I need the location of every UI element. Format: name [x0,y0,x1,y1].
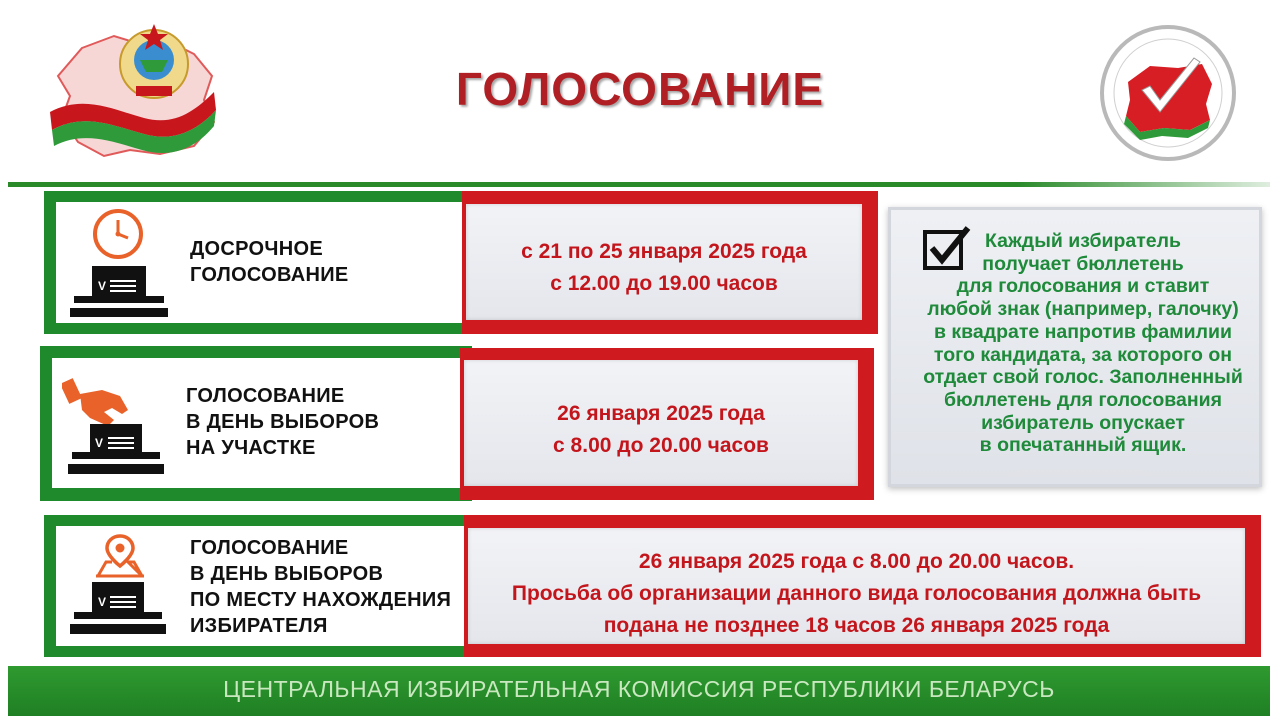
header-divider [8,182,1270,187]
block-early-voting-time: с 21 по 25 января 2025 года с 12.00 до 19.00 часов [521,240,807,295]
election-commission-logo [1098,24,1238,162]
ballot-box-icon [68,422,164,476]
block-polling-station-label: ГОЛОСОВАНИЕ В ДЕНЬ ВЫБОРОВ НА УЧАСТКЕ [186,385,380,459]
footer-text: ЦЕНТРАЛЬНАЯ ИЗБИРАТЕЛЬНАЯ КОМИССИЯ РЕСПУБЛИКИ БЕЛАРУСЬ [223,676,1055,702]
block-residence-voting-label: ГОЛОСОВАНИЕ В ДЕНЬ ВЫБОРОВ ПО МЕСТУ НАХОЖДЕНИЯ ИЗБИРАТЕЛЯ [190,537,452,637]
location-pin-icon [92,532,148,578]
info-text: Каждый избиратель получает бюллетень для голосования и ставит любой знак (например, галочку) в квадрате напротив фамилии того кандидата, за которого он отдает свой голос. Заполненный бюллетень для голосования избиратель опускает в опечатанный ящик. [923,230,1243,457]
ballot-box-icon [70,264,168,320]
ballot-mark: V [98,595,107,609]
clock-icon [90,206,146,262]
block-residence-voting-time: 26 января 2025 года с 8.00 до 20.00 часов. Просьба об организации данного вида голосования должна быть подана не позднее 18 часов 26 января 2025 года [511,550,1202,637]
ballot-mark: V [98,279,107,293]
ballot-box-icon [70,580,166,636]
ballot-mark: V [95,436,104,450]
page-title: ГОЛОСОВАНИЕ [455,63,825,115]
block-polling-station-time: 26 января 2025 года с 8.00 до 20.00 часов [553,402,769,457]
belarus-emblem-logo [44,14,220,160]
block-early-voting-label: ДОСРОЧНОЕ ГОЛОСОВАНИЕ [190,238,349,286]
